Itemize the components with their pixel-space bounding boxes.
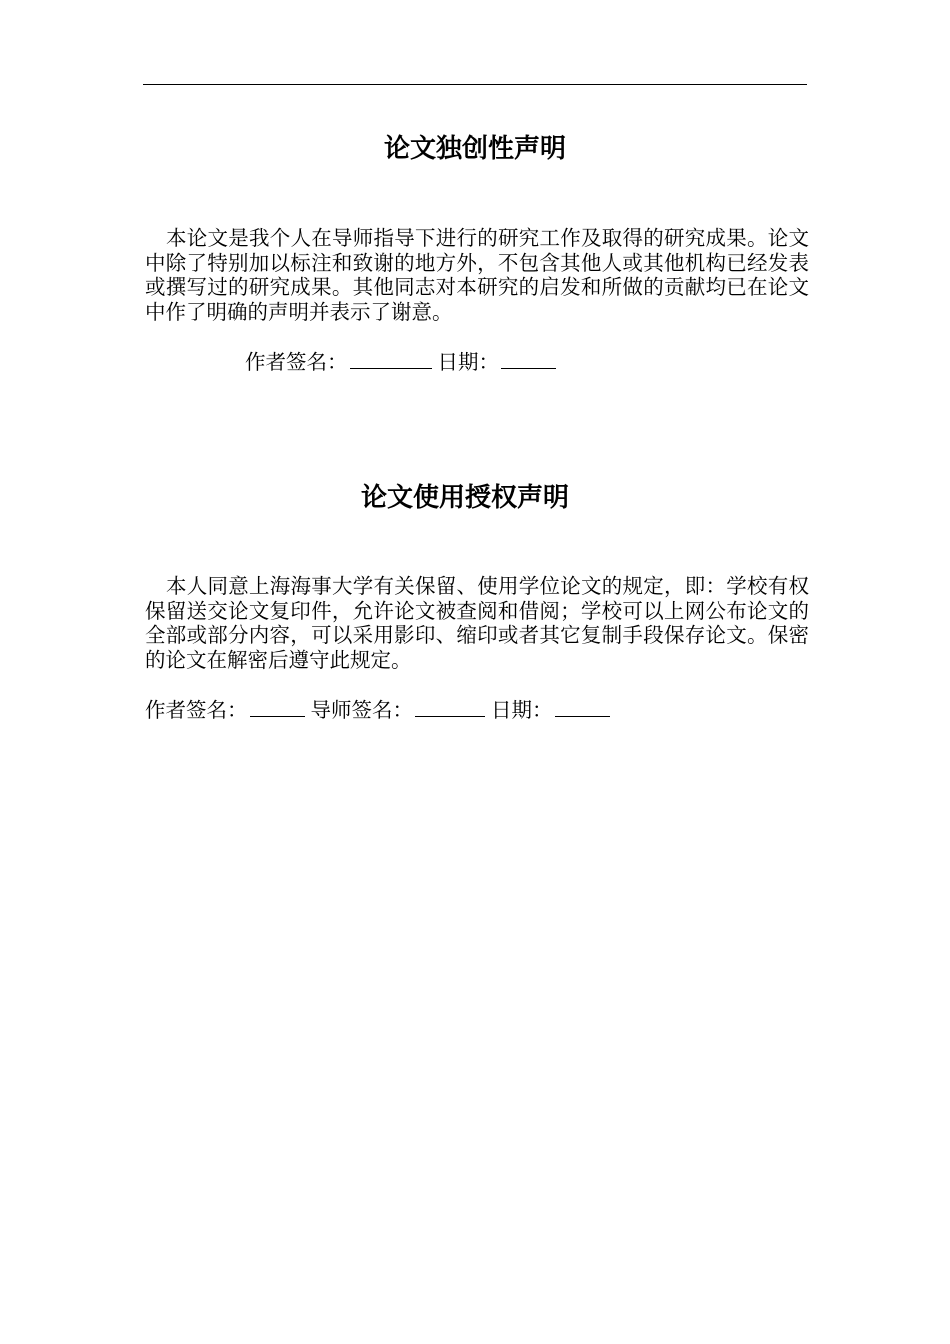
originality-signature-line	[245, 349, 562, 375]
authorization-body: 本人同意上海海事大学有关保留、使用学位论文的规定，即：学校有权保留送交论文复印件，允许论文被查阅和借阅；学校可以上网公布论文的全部或部分内容，可以采用影印、缩印或者其它复制手段保存论文。保密的论文在解密后遵守此规定。	[145, 574, 809, 672]
author-sign-blank	[350, 350, 432, 369]
date-blank	[555, 698, 610, 717]
authorization-signature-line	[145, 697, 616, 723]
date-label: 日期：	[491, 698, 553, 722]
author-sign-label: 作者签名：	[245, 350, 348, 374]
supervisor-sign-label: 导师签名：	[310, 698, 413, 722]
originality-body: 本论文是我个人在导师指导下进行的研究工作及取得的研究成果。论文中除了特别加以标注和致谢的地方外，不包含其他人或其他机构已经发表或撰写过的研究成果。其他同志对本研究的启发和所做的贡献均已在论文中作了明确的声明并表示了谢意。	[145, 226, 809, 324]
supervisor-sign-blank	[415, 698, 485, 717]
header-rule	[143, 84, 807, 85]
author-sign-blank	[250, 698, 305, 717]
date-blank	[501, 350, 556, 369]
authorization-title: 论文使用授权声明	[360, 483, 569, 513]
author-sign-label: 作者签名：	[145, 698, 248, 722]
date-label: 日期：	[437, 350, 499, 374]
originality-title: 论文独创性声明	[383, 134, 566, 164]
